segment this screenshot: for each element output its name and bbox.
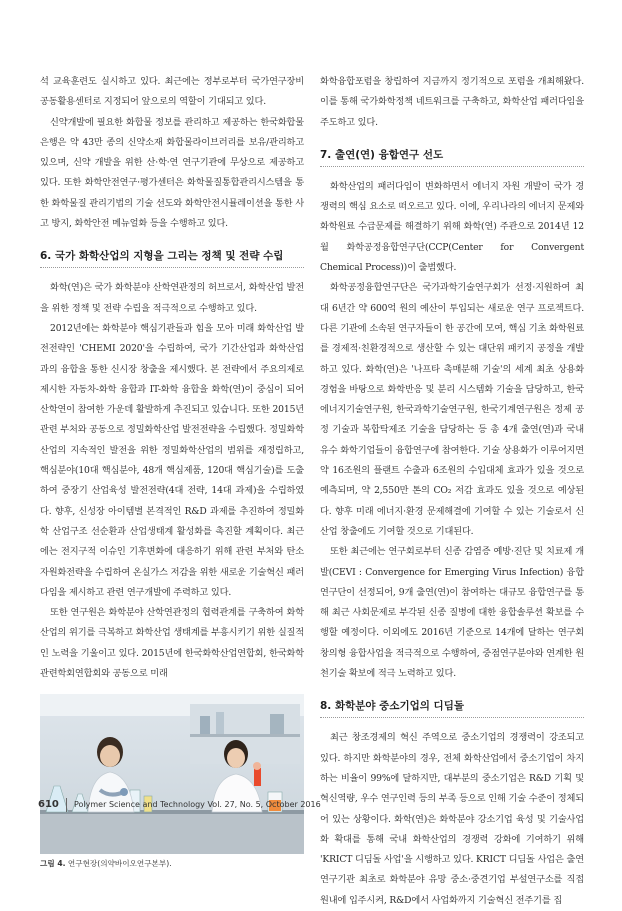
body-paragraph: 화학공정융합연구단은 국가과학기술연구회가 선정·지원하여 최대 6년간 약 600억 원의 예산이 투입되는 새로운 연구 프로젝트다. 다른 기관에 소속된 연구자들이 한 공간에 모여, 핵심 기초 화학원료를 경제적·친환경적으로 생산할 수 있는 대단위 패키지 공정을 개발하고 있다. 화학(연)은 '나프타 촉매분해 기술'의 세계 최초 상용화 경험을 바탕으로 화학반응 및 분리 시스템화 기술을 담당하고, 한국에너지기술연구원, 한국과학기술연구원, 한국기계연구원은 정제 공정 기술과 복합탁제조 기술을 담당하는 등 총 4개 출연(연)과 국내 유수 화학기업들이 융합연구에 참여한다. 기술 상용화가 이루어지면 약 16조원의 플랜트 수출과 6조원의 수입대체 효과가 있을 것으로 예측되며, 약 2,550만 톤의 CO₂ 저감 효과도 있을 것으로 예상된다. 향후 미래 에너지·환경 문제해결에 기여할 수 있는 기술로서 신산업 창출에도 기여할 것으로 기대된다. [320,282,584,537]
body-paragraph: 화학산업의 패러다임이 변화하면서 에너지 자원 개발이 국가 경쟁력의 핵심 요소로 떠오르고 있다. 이에, 우리나라의 에너지 문제와 화학원료 수급문제를 해결하기 위해 화학(연) 주관으로 2014년 12월 화학공정융합연구단(CCP(Center for Convergent Chemical Process))이 출범했다. [320,180,584,274]
body-paragraph: 석 교육훈련도 실시하고 있다. 최근에는 정부로부터 국가연구장비 공동활용센터로 지정되어 앞으로의 역할이 기대되고 있다. [40,76,304,108]
page-footer [40,799,585,813]
body-paragraph: 최근 창조경제의 혁신 주역으로 중소기업의 경쟁력이 강조되고 있다. 하지만 화학분야의 경우, 전체 화학산업에서 중소기업이 차지하는 비율이 99%에 달하지만, 대부분의 중소기업은 R&D 기획 및 혁신역량, 우수 연구인력 등의 부족 등으로 인해 기술 수준이 정체되어 있는 상황이다. 화학(연)은 화학분야 강소기업 육성 및 기술사업화 확대를 통해 국내 화학산업의 경쟁력 강화에 기여하기 위해 'KRICT 디딤돌 사업'을 시행하고 있다. KRICT 디딤돌 사업은 출연연구기관 최초로 화학분야 유망 중소·중견기업 부설연구소를 직접 원내에 입주시켜, R&D에서 사업화까지 기술혁신 전주기를 집 [320,732,584,906]
journal-reference: Polymer Science and Technology Vol. 27, No. 5, October 2016 [74,800,321,809]
body-paragraph: 2012년에는 화학분야 핵심기관들과 힘을 모아 미래 화학산업 발전전략인 'CHEMI 2020'을 수립하여, 국가 기간산업과 화학산업과의 융합을 통한 신시장 창출을 제시했다. 본 전략에서 주요의제로 제시한 자동차-화학 융합과 IT-화학 융합을 화학(연)이 중심이 되어 산학연이 참여한 가운데 활발하게 추진되고 있습니다. 또한 2015년 관련 부처와 공동으로 정밀화학산업 발전전략을 수립했다. 정밀화학산업의 지속적인 발전을 위한 정밀화학산업의 범위를 재정립하고, 핵심분야(10대 핵심분야, 48개 핵심제품, 120대 핵심기술)를 도출하여 중장기 산업육성 발전전략(4대 전략, 14대 과제)을 수립하였다. 향후, 신성장 아이템별 본격적인 R&D 과제를 추진하여 정밀화학 산업구조 선순환과 산업생태계 활성화를 촉진할 계획이다. 최근에는 전지구적 이슈인 기후변화에 대응하기 위해 관련 부처와 탄소자원화전략을 수립하여 온실가스 저감을 위한 새로운 기술혁신 패러다임을 제시하고 관련 연구개발에 주력하고 있다. [40,322,304,598]
body-paragraph: 또한 연구원은 화학분야 산학연관정의 협력관계를 구축하여 화학산업의 위기를 극복하고 화학산업 생태계를 부흥시키기 위한 실질적인 노력을 기울이고 있다. 2015년에 한국화학산업연합회, 한국화학관련학회연합회와 공동으로 미래 [40,607,304,680]
body-paragraph: 화학융합포럼을 창립하여 지금까지 정기적으로 포럼을 개최해왔다. 이를 통해 국가화학정책 네트워크를 구축하고, 화학산업 패러다임을 주도하고 있다. [320,76,584,128]
section-heading-8: 8. 화학분야 중소기업의 디딤돌 [320,698,584,718]
right-column [320,72,584,911]
figure-caption [40,858,304,869]
body-paragraph: 신약개발에 필요한 화합물 정보를 관리하고 제공하는 한국화합물은행은 약 43만 종의 신약소재 화합물라이브러리를 보유/관리하고 있으며, 신약 개발을 위한 산·학·연 연구기관에 무상으로 제공하고 있다. 또한 화학안전연구·평가센터은 화학물질통합관리시스템을 통한 화학물질 관리기법의 기술 선도와 화학안전시뮬레이션을 통한 사고 방지, 화학안전 메뉴얼화 등을 수행하고 있다. [40,116,304,230]
body-paragraph: 화학(연)은 국가 화학분야 산학연관정의 허브로서, 화학산업 발전을 위한 정책 및 전략 수립을 적극적으로 수행하고 있다. [40,282,304,314]
body-paragraph: 또한 최근에는 연구회로부터 신종 감염증 예방·진단 및 치료제 개발(CEVI : Convergence for Emerging Virus Infection) 융합연구단이 선정되어, 9개 출연(연)이 참여하는 대규모 융합연구를 통해 최근 사회문제로 부각된 신종 질병에 대한 융합솔루션 확보를 수행할 예정이다. 이외에도 2016년 기준으로 14개에 달하는 연구회 창의형 융합사업을 적극적으로 수행하여, 중점연구분야와 연계한 원천기술 확보에 적극 노력하고 있다. [320,546,584,680]
section-heading-7: 7. 출연(연) 융합연구 선도 [320,147,584,167]
footer-divider [66,798,67,812]
caption-text: 연구현장(의약바이오연구본부). [67,859,172,869]
caption-label: 그림 4. [40,859,66,869]
lab-photo [40,694,304,854]
left-column [40,72,304,869]
section-heading-6: 6. 국가 화학산업의 지형을 그리는 정책 및 전략 수립 [40,248,304,268]
page-number: 610 [38,799,59,810]
lab-photo-illustration [40,694,304,854]
